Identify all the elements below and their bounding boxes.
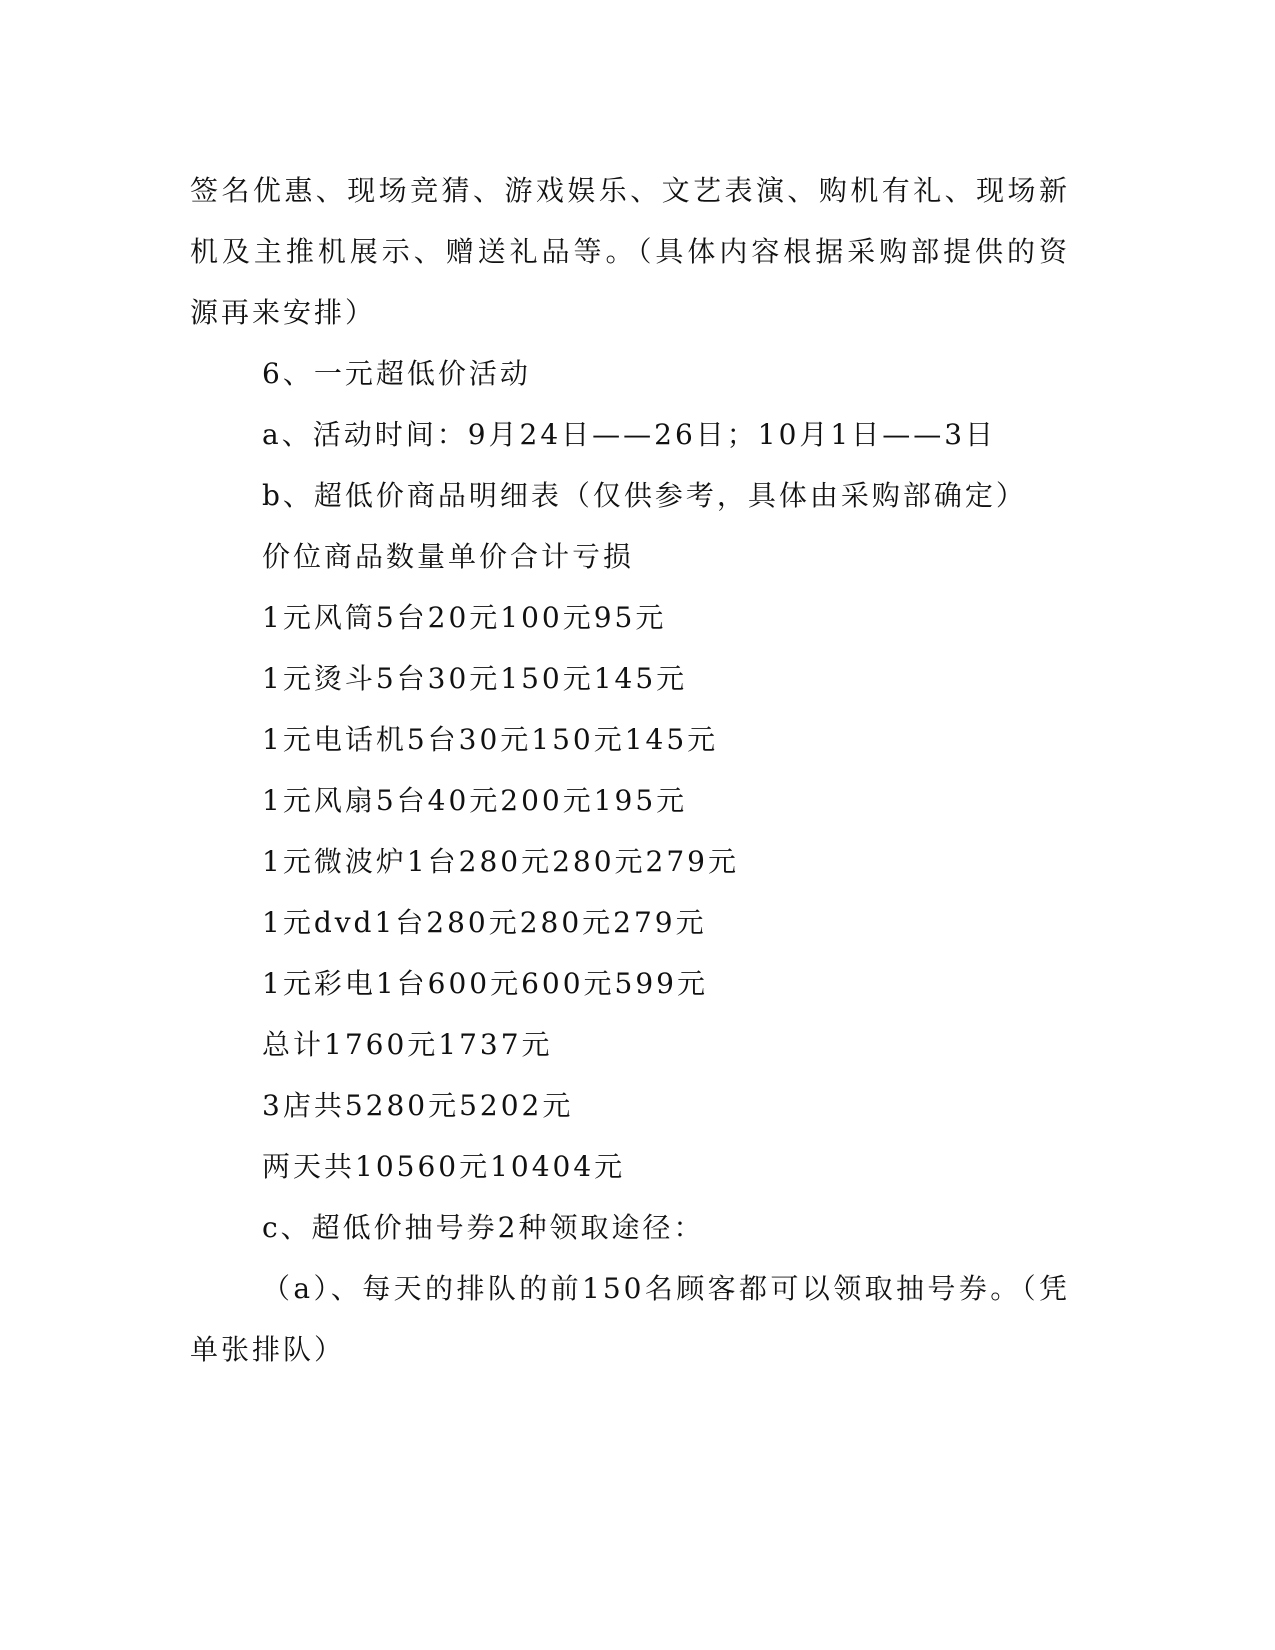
section-heading-one-yuan-activity: 6、一元超低价活动 xyxy=(262,357,531,390)
table-row: 1元电话机5台30元150元145元 xyxy=(262,723,719,756)
paragraph-activity-time: a、活动时间：9月24日——26日；10月1日——3日 xyxy=(262,418,997,451)
table-row: 1元彩电1台600元600元599元 xyxy=(262,967,708,1000)
paragraph-product-list-title: b、超低价商品明细表（仅供参考，具体由采购部确定） xyxy=(262,479,1027,512)
table-row: 1元风筒5台20元100元95元 xyxy=(262,601,667,634)
paragraph-coupon-channels: c、超低价抽号券2种领取途径： xyxy=(262,1211,705,1244)
document-body xyxy=(190,160,1070,1380)
table-row: 1元烫斗5台30元150元145元 xyxy=(262,662,688,695)
table-two-days-row: 两天共10560元10404元 xyxy=(262,1150,626,1183)
table-row: 1元dvd1台280元280元279元 xyxy=(262,906,707,939)
table-three-stores-row: 3店共5280元5202元 xyxy=(262,1089,574,1122)
table-header-line: 价位商品数量单价合计亏损 xyxy=(262,540,635,573)
table-row: 1元微波炉1台280元280元279元 xyxy=(262,845,739,878)
table-total-row: 总计1760元1737元 xyxy=(262,1028,553,1061)
table-row: 1元风扇5台40元200元195元 xyxy=(262,784,688,817)
paragraph-coupon-channel-a: （a）、每天的排队的前150名顾客都可以领取抽号券。（凭单张排队） xyxy=(190,1272,1070,1366)
paragraph-activities-list: 签名优惠、现场竞猜、游戏娱乐、文艺表演、购机有礼、现场新机及主推机展示、赠送礼品等。（具体内容根据采购部提供的资源再来安排） xyxy=(190,174,1070,329)
